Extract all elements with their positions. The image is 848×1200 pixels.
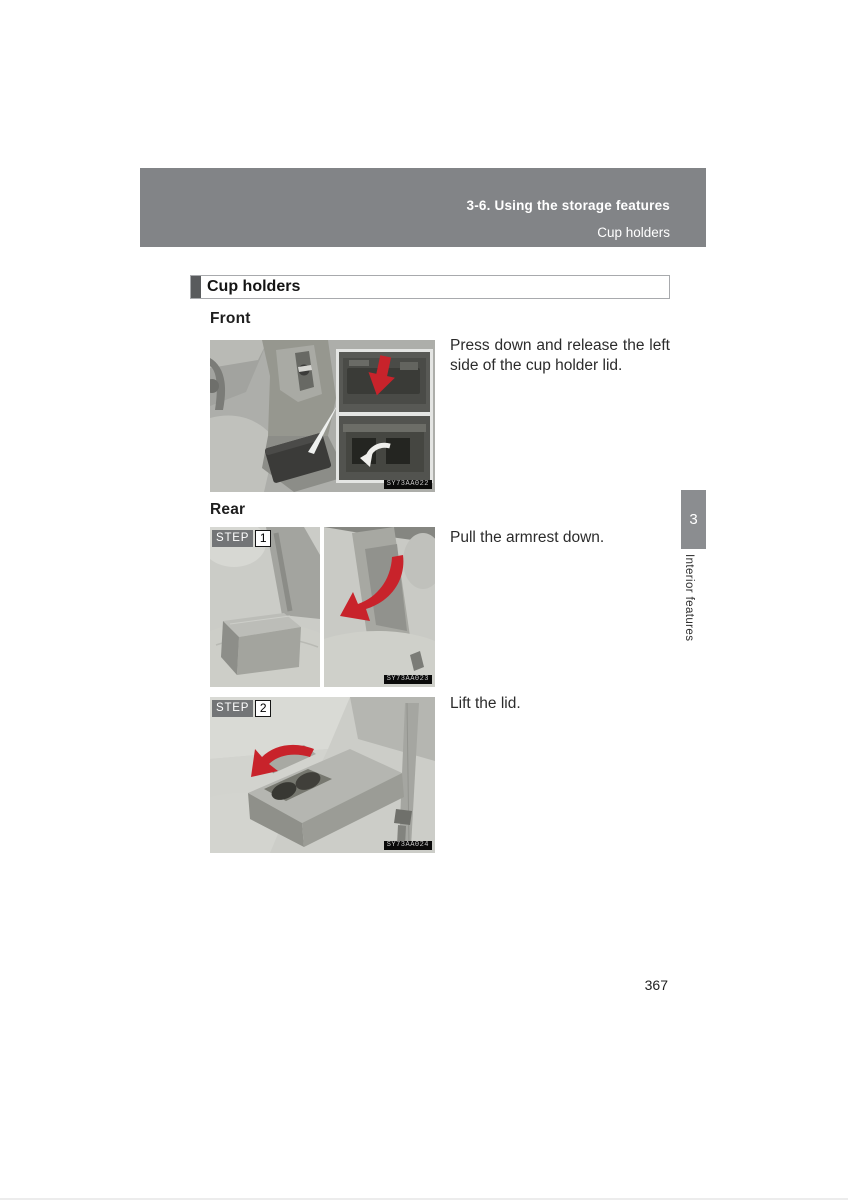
image-code-badge: SY73AA024: [384, 841, 432, 850]
image-code-badge: SY73AA022: [384, 480, 432, 489]
section-title-marker: [191, 276, 201, 298]
rear-seat-photo: [210, 527, 435, 687]
step-label: STEP: [212, 530, 253, 547]
breadcrumb: 3-6. Using the storage features: [466, 198, 670, 213]
page-number: 367: [644, 977, 668, 993]
rear-heading: Rear: [210, 501, 246, 518]
front-heading: Front: [210, 310, 251, 327]
chapter-label: Interior features: [683, 554, 695, 642]
section-title-box: [190, 275, 670, 299]
chapter-number: 3: [689, 511, 698, 528]
section-title: Cup holders: [207, 278, 301, 295]
step-2-instruction: Lift the lid.: [450, 695, 521, 712]
front-console-photo: [210, 340, 435, 492]
armrest-down-shape: [221, 613, 301, 675]
inset-detail-panel: [336, 349, 433, 483]
image-code-badge: SY73AA023: [384, 675, 432, 684]
front-cupholder-figure: [210, 340, 435, 492]
step-2-badge: [212, 700, 271, 717]
armrest-open-photo: [210, 697, 435, 853]
step-number: 1: [255, 530, 271, 547]
page-subtitle: Cup holders: [597, 225, 670, 240]
chapter-tab: [681, 490, 706, 549]
front-instruction: Press down and release the left side of the cup holder lid.: [450, 337, 670, 374]
page-header-banner: [140, 168, 706, 247]
panel-divider: [320, 527, 324, 687]
rear-cupholder-figure: [210, 697, 435, 853]
step-1-instruction: Pull the armrest down.: [450, 529, 605, 546]
rear-armrest-figure: [210, 527, 435, 687]
rear-seat-right-panel: [324, 527, 435, 687]
step-1-badge: [212, 530, 271, 547]
step-number: 2: [255, 700, 271, 717]
step-label: STEP: [212, 700, 253, 717]
rear-seat-left-panel: [210, 527, 320, 687]
